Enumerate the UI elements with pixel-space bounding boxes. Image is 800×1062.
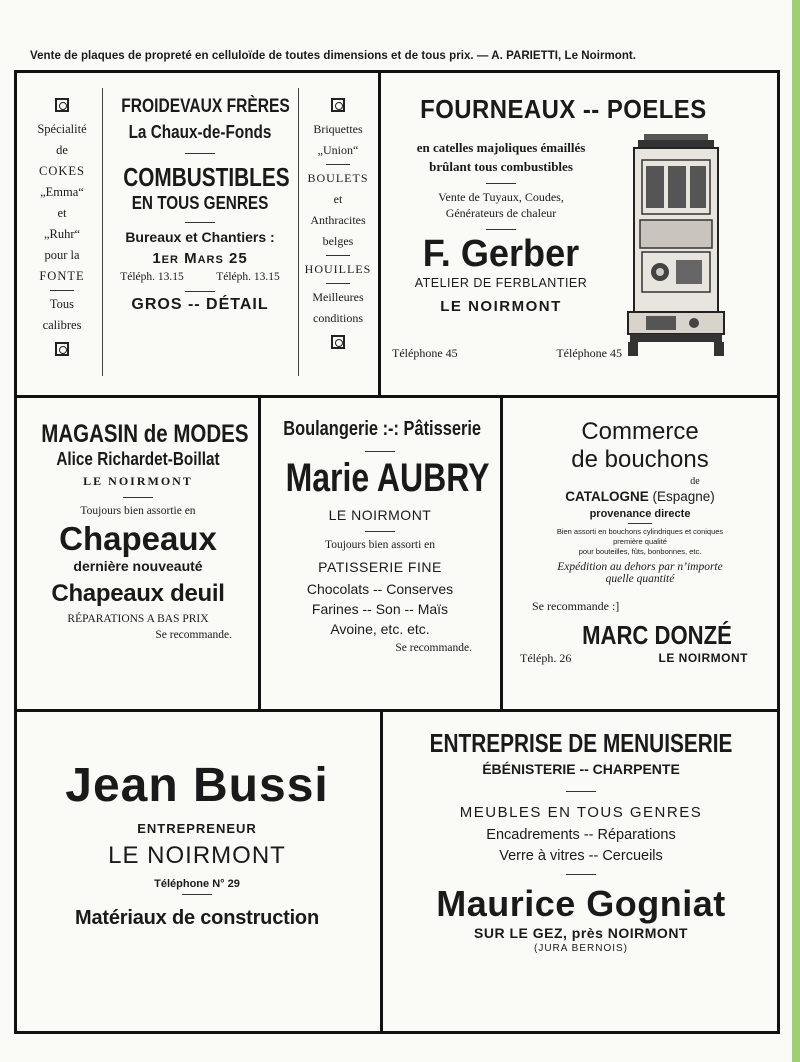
froidevaux-name: FROIDEVAUX FRÈRES [121, 96, 290, 117]
cokes-line: et [57, 206, 67, 220]
divider-mid-right [500, 397, 503, 711]
froidevaux-city: La Chaux-de-Fonds [128, 122, 272, 142]
aubry-title: Boulangerie :-: Pâtisserie [283, 418, 482, 440]
gogniat-line: Encadrements -- Réparations [486, 827, 676, 843]
donze-separator [628, 523, 652, 524]
donze-small: pour bouteilles, fûts, bonbonnes, etc. [578, 547, 702, 556]
gogniat-sub: ÉBÉNISTERIE -- CHARPENTE [482, 761, 680, 777]
aubry-name: Marie AUBRY [285, 456, 490, 500]
donze-title: Commerce [581, 418, 699, 445]
briquettes-separator [326, 283, 350, 284]
bussi-separator [182, 894, 212, 895]
gogniat-title: ENTREPRISE DE MENUISERIE [429, 728, 733, 758]
cokes-line: „Ruhr“ [43, 227, 81, 241]
bussi-name: Jean Bussi [65, 759, 329, 812]
ornament-icon [331, 98, 345, 112]
briquettes-line: et [333, 192, 343, 206]
briquettes-line: Meilleures [312, 290, 364, 304]
aubry-ad [262, 418, 498, 654]
divider-bottom-vertical [380, 711, 383, 1034]
modes-sub: dernière nouveauté [73, 558, 203, 574]
froidevaux-ad [104, 96, 296, 314]
briquettes-separator [326, 164, 350, 165]
gerber-atelier: ATELIER DE FERBLANTIER [414, 276, 588, 290]
gerber-ad [384, 94, 774, 125]
bussi-role: ENTREPRENEUR [137, 821, 257, 836]
bussi-city: LE NOIRMONT [108, 842, 286, 869]
froidevaux-bureaux: Bureaux et Chantiers : [125, 229, 275, 245]
donze-small: première qualité [613, 537, 667, 546]
gerber-city: LE NOIRMONT [440, 298, 562, 315]
gerber-separator [486, 229, 516, 230]
modes-deuil: Chapeaux deuil [51, 580, 225, 607]
froidevaux-footer: GROS -- DÉTAIL [131, 296, 269, 313]
froidevaux-tel: Téléph. 13.15 [120, 271, 184, 283]
header-line: Vente de plaques de propreté en celluloïde de toutes dimensions et de tous prix. — A. PARIETTI, Le Noirmont. [30, 50, 637, 62]
gogniat-separator [566, 874, 596, 875]
donze-provenance: provenance directe [589, 508, 691, 520]
aubry-separator [365, 531, 395, 532]
donze-city: LE NOIRMONT [658, 651, 748, 665]
donze-expedition: Expédition au dehors par n’importe [557, 561, 723, 573]
aubry-separator [365, 451, 395, 452]
froidevaux-separator [185, 291, 215, 292]
gerber-line: en catelles majoliques émaillés [416, 140, 586, 155]
modes-repar: RÉPARATIONS A BAS PRIX [67, 613, 209, 625]
froidevaux-sub: EN TOUS GENRES [131, 193, 269, 213]
donze-espagne: (Espagne) [652, 489, 715, 504]
ornament-icon [55, 342, 69, 356]
gerber-phones [392, 346, 622, 361]
froidevaux-tel: Téléph. 13.15 [216, 271, 280, 283]
froidevaux-separator [185, 153, 215, 154]
aubry-tagline: Toujours bien assorti en [324, 539, 436, 551]
aubry-recommande: Se recommande. [395, 642, 472, 654]
bussi-materials: Matériaux de construction [75, 907, 319, 929]
cokes-line: Spécialité [37, 122, 87, 136]
gerber-separator [486, 183, 516, 184]
donze-expedition: quelle quantité [605, 573, 675, 585]
modes-recommande: Se recommande. [155, 629, 232, 641]
briquettes-side-line [298, 88, 299, 376]
divider-row-2 [14, 709, 780, 712]
donze-name: MARC DONZÉ [582, 620, 732, 650]
cokes-line: pour la [44, 248, 80, 262]
bussi-tel: Téléphone N° 29 [154, 878, 240, 890]
cokes-line: de [56, 143, 68, 157]
divider-row-1 [14, 395, 780, 398]
aubry-line: Chocolats -- Conserves [306, 581, 454, 597]
donze-ad [504, 418, 776, 666]
briquettes-line: BOULETS [307, 171, 369, 185]
donze-title: de bouchons [571, 446, 709, 473]
donze-small: Bien assorti en bouchons cylindriques et coniques [556, 527, 724, 536]
modes-tagline: Toujours bien assortie en [80, 505, 196, 517]
modes-separator [123, 497, 153, 498]
modes-main: Chapeaux [59, 520, 217, 557]
gerber-name: F. Gerber [422, 233, 580, 275]
gogniat-separator [566, 791, 596, 792]
gerber-line: brûlant tous combustibles [429, 159, 573, 174]
briquettes-separator [326, 255, 350, 256]
aubry-line: Farines -- Son -- Maïs [311, 601, 449, 617]
modes-ad [20, 420, 256, 641]
donze-catalogne: CATALOGNE [565, 489, 649, 504]
gogniat-meubles: MEUBLES EN TOUS GENRES [459, 804, 703, 821]
aubry-city: LE NOIRMONT [328, 507, 432, 523]
divider-top-vertical [378, 70, 381, 397]
froidevaux-main: COMBUSTIBLES [123, 162, 290, 192]
cokes-ad [22, 98, 102, 363]
divider-mid-left [258, 397, 261, 711]
gerber-tel: Téléphone 45 [556, 346, 622, 360]
aubry-line: Avoine, etc. etc. [330, 621, 430, 637]
froidevaux-address: 1er Mars 25 [152, 250, 248, 267]
cokes-line: „Emma“ [40, 185, 84, 199]
gogniat-jura: (JURA BERNOIS) [533, 943, 628, 954]
cokes-side-line [102, 88, 103, 376]
briquettes-line: HOUILLES [304, 262, 372, 276]
gogniat-place: SUR LE GEZ, près NOIRMONT [474, 925, 688, 941]
briquettes-line: „Union“ [317, 143, 359, 157]
cokes-line: FONTE [39, 269, 85, 283]
ornament-icon [331, 335, 345, 349]
cokes-line: COKES [39, 164, 85, 178]
donze-tel: Téléph. 26 [520, 651, 572, 665]
gerber-line: Générateurs de chaleur [445, 206, 557, 220]
cokes-line: Tous [49, 297, 75, 311]
gerber-text [384, 140, 618, 315]
briquettes-line: Anthracites [310, 213, 366, 227]
briquettes-line: Briquettes [313, 122, 363, 136]
modes-title: MAGASIN de MODES [41, 420, 249, 448]
gogniat-ad [386, 728, 776, 954]
modes-city: LE NOIRMONT [83, 474, 193, 488]
briquettes-ad [300, 98, 376, 356]
stove-illustration [624, 132, 728, 360]
briquettes-line: conditions [313, 311, 363, 325]
bussi-ad [20, 758, 374, 930]
gerber-line: Vente de Tuyaux, Coudes, [438, 190, 564, 204]
froidevaux-separator [185, 222, 215, 223]
gerber-title: FOURNEAUX -- POELES [420, 94, 707, 124]
briquettes-line: belges [322, 234, 354, 248]
ornament-icon [55, 98, 69, 112]
gerber-tel: Téléphone 45 [392, 346, 458, 360]
gogniat-name: Maurice Gogniat [436, 883, 726, 924]
cokes-separator [50, 290, 74, 291]
gogniat-line: Verre à vitres -- Cercueils [499, 848, 663, 864]
donze-de: de [690, 476, 700, 487]
aubry-patisserie: PATISSERIE FINE [318, 559, 442, 575]
page-edge-strip [792, 0, 800, 1062]
donze-recommande: Se recommande :] [532, 599, 620, 613]
cokes-line: calibres [42, 318, 82, 332]
modes-owner: Alice Richardet-Boillat [56, 449, 220, 469]
